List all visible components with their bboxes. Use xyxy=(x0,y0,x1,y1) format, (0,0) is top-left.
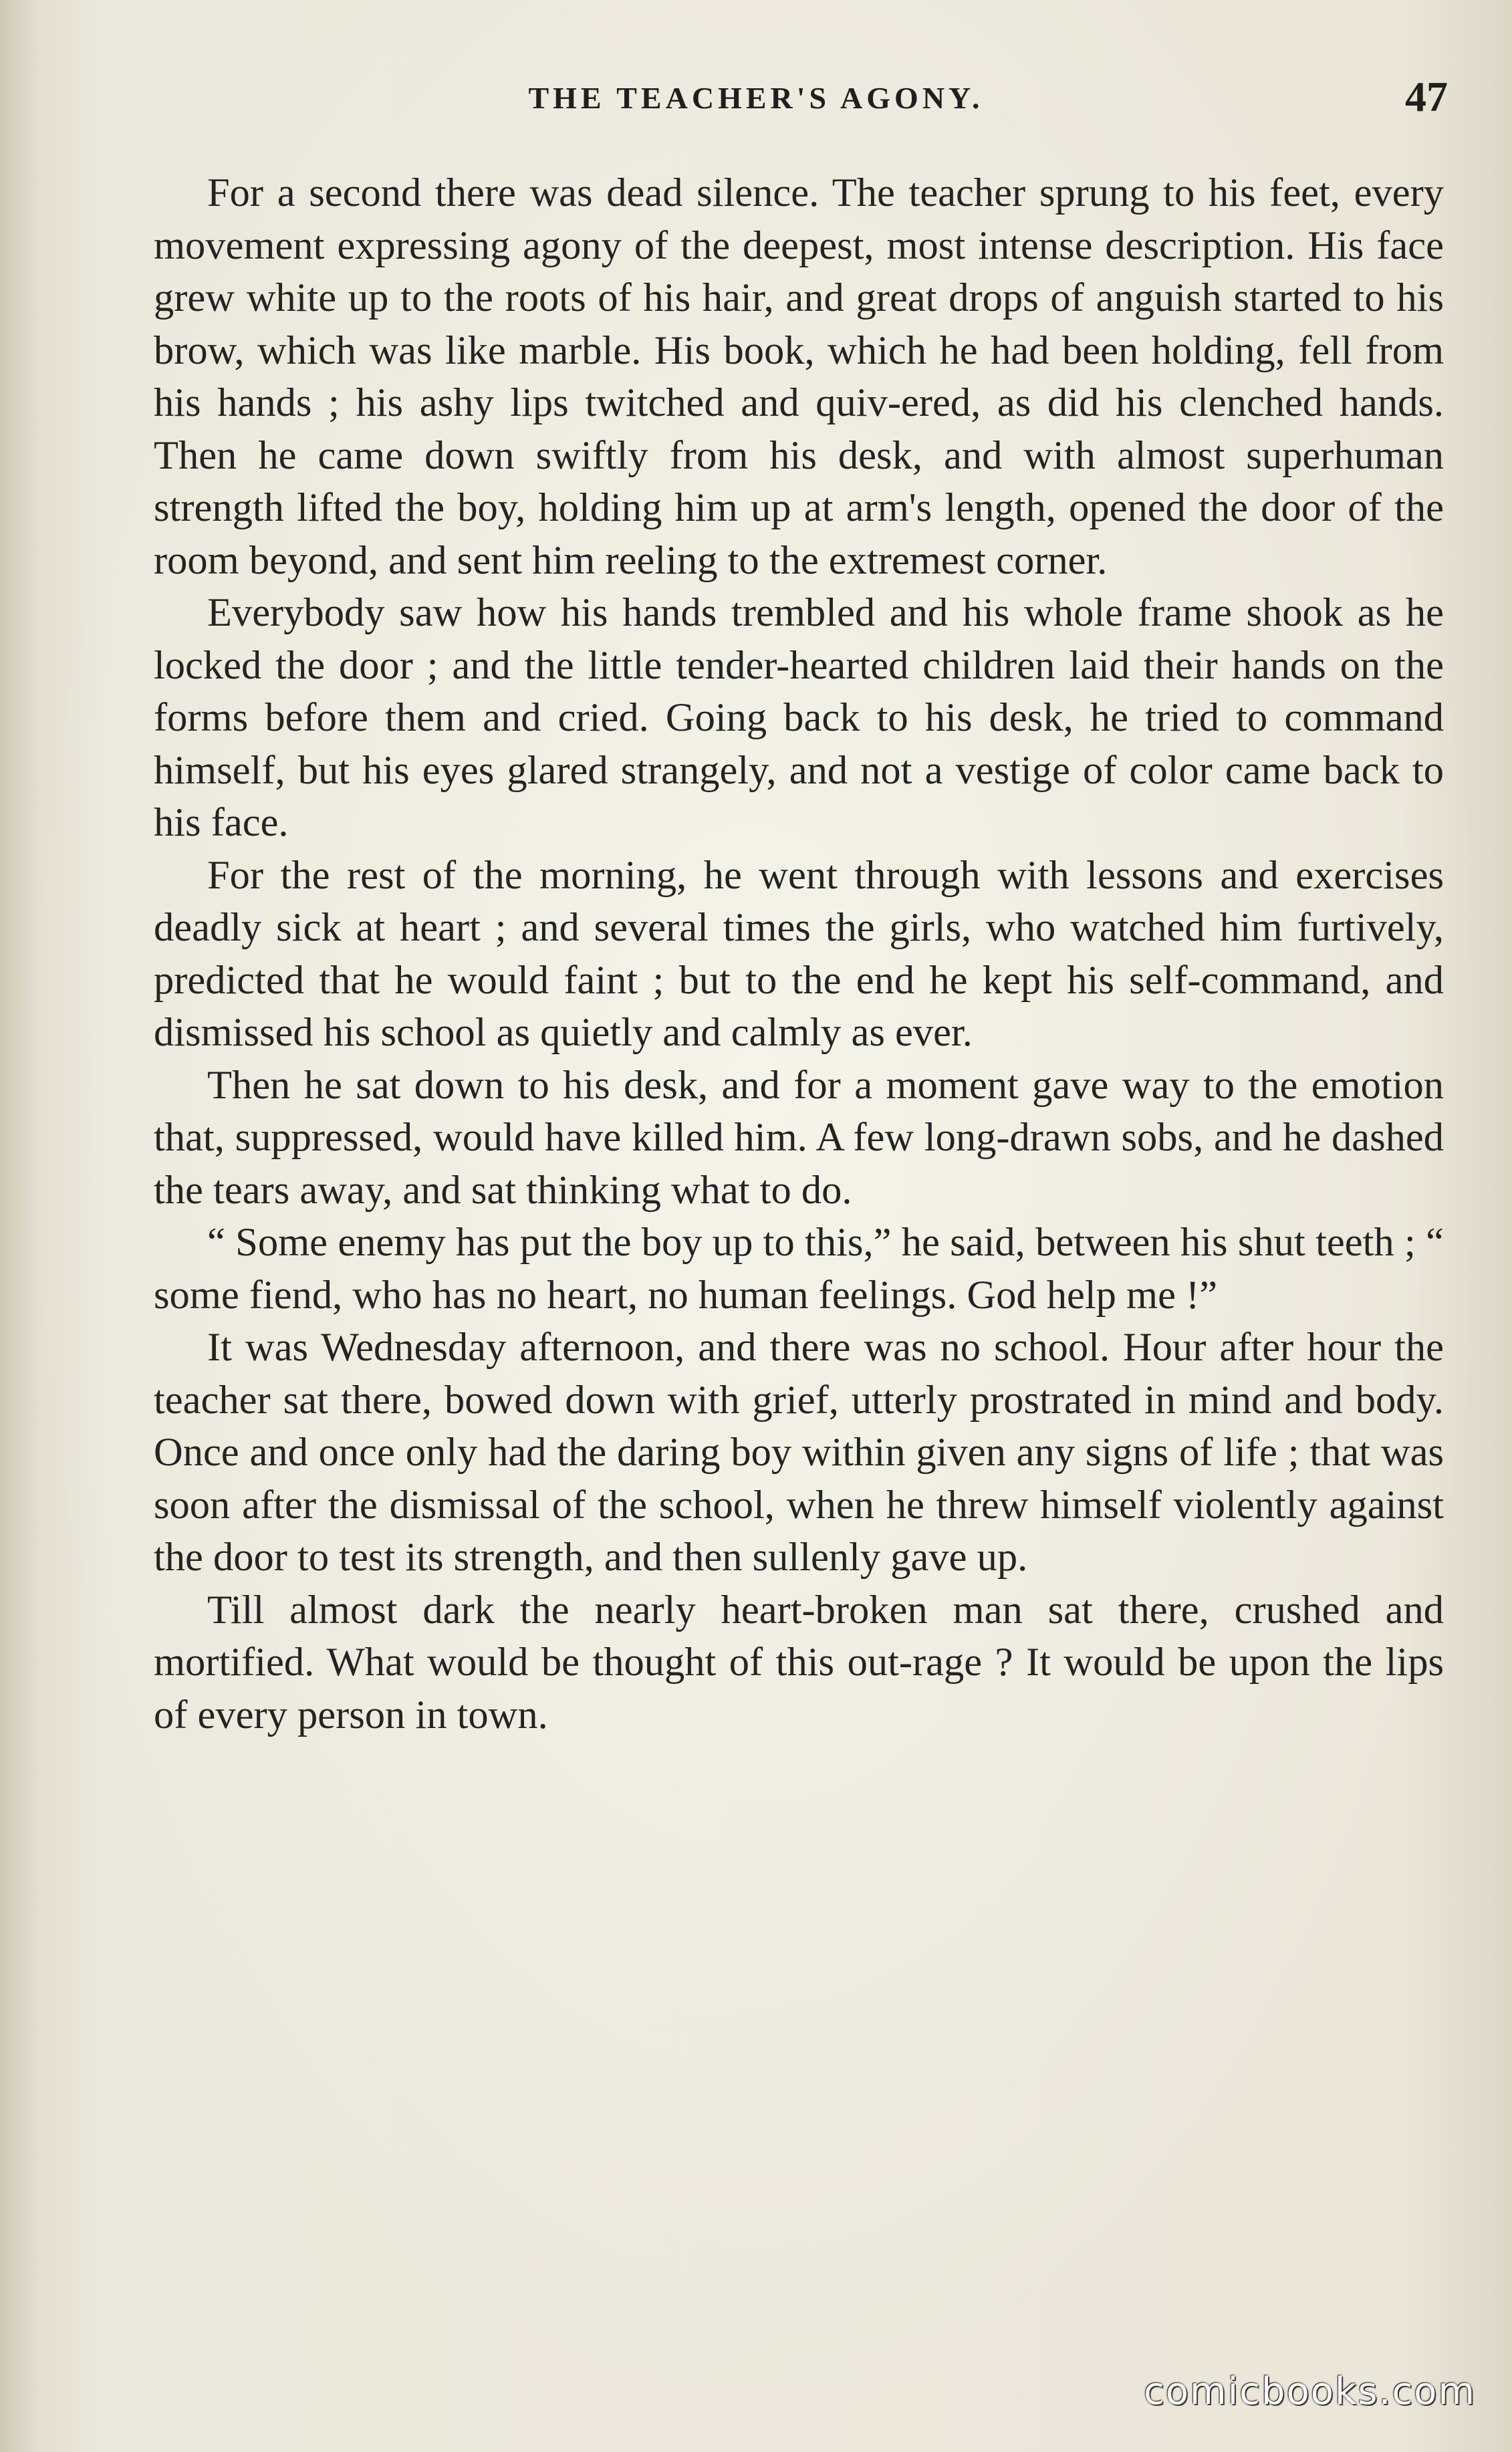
paragraph-7: Till almost dark the nearly heart-broken man sat there, crushed and mortified. What would be thought of this out-rage ? It would be upon the lips of every person in town. xyxy=(154,1587,1444,1737)
running-title: THE TEACHER'S AGONY. xyxy=(528,81,984,115)
paragraph-5: “ Some enemy has put the boy up to this,” he said, between his shut teeth ; “ some fiend, who has no heart, no human feelings. God help me !” xyxy=(154,1220,1444,1318)
paragraph-4: Then he sat down to his desk, and for a moment gave way to the emotion that, suppressed, would have killed him. A few long-drawn sobs, and he dashed the tears away, and sat thinking what to do. xyxy=(154,1062,1444,1213)
paragraph-1: For a second there was dead silence. The teacher sprung to his feet, every movement expressing agony of the deepest, most intense description. His face grew white up to the roots of his hair, and great drops of anguish started to his brow, which was like marble. His book, which he had been holding, fell from his hands ; his ashy lips twitched and quiv-ered, as did his clenched hands. Then he came down swiftly from his desk, and with almost superhuman strength lifted the boy, holding him up at arm's length, opened the door of the room beyond, and sent him reeling to the extremest corner. xyxy=(154,170,1444,583)
paragraph-6: It was Wednesday afternoon, and there was no school. Hour after hour the teacher sat there, bowed down with grief, utterly prostrated in mind and body. Once and once only had the daring boy within given any signs of life ; that was soon after the dismissal of the school, when he threw himself violently against the door to test its strength, and then sullenly gave up. xyxy=(154,1325,1444,1580)
page-header xyxy=(0,72,1512,119)
page-number: 47 xyxy=(1405,73,1448,120)
body-text xyxy=(154,167,1444,1741)
paragraph-3: For the rest of the morning, he went through with lessons and exercises deadly sick at heart ; and several times the girls, who watched him furtively, predicted that he would faint ; but to the end he kept his self-command, and dismissed his school as quietly and calmly as ever. xyxy=(154,852,1444,1055)
paragraph-2: Everybody saw how his hands trembled and his whole frame shook as he locked the door ; and the little tender-hearted children laid their hands on the forms before them and cried. Going back to his desk, he tried to command himself, but his eyes glared strangely, and not a vestige of color came back to his face. xyxy=(154,590,1444,845)
watermark: comicbooks.com xyxy=(1143,2370,1476,2413)
